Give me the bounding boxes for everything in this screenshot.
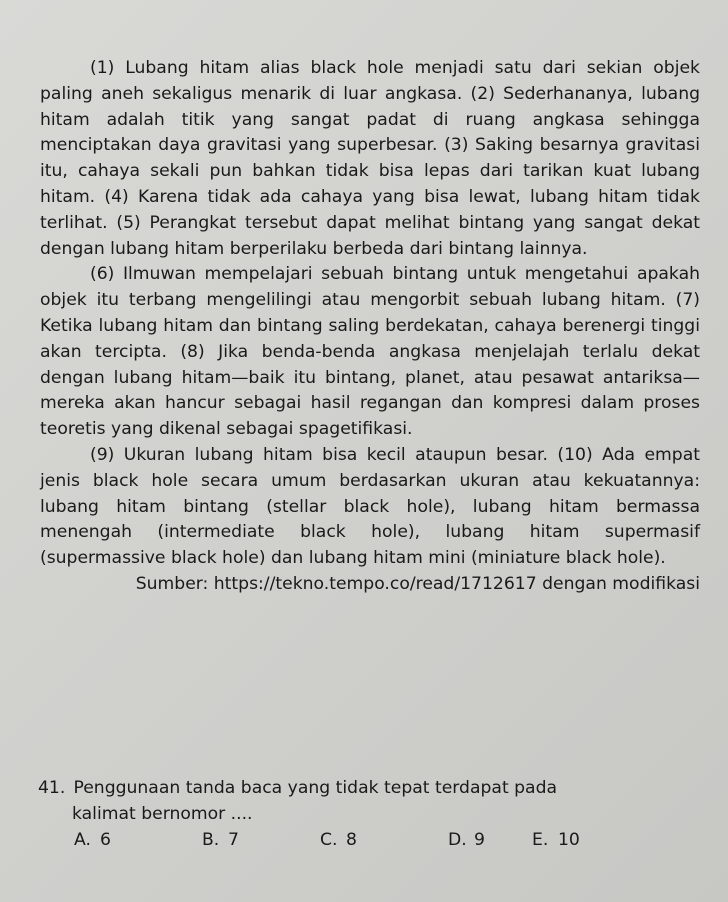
question-line-2: kalimat bernomor .... [72,803,253,824]
question-41 [38,776,678,853]
paragraph-3: (9) Ukuran lubang hitam bisa kecil ataupun besar. (10) Ada empat jenis black hole secara umum berdasarkan ukuran atau kekuatannya: lubang hitam bintang (stellar black hole), lubang hitam bermassa menengah (intermediate black hole), lubang hitam supermasif (supermassive black hole) dan lubang hitam mini (miniature black hole). [40,444,700,569]
answer-options [74,828,678,854]
option-e[interactable] [532,828,612,854]
source-citation: Sumber: https://tekno.tempo.co/read/1712617 dengan modifikasi [135,573,700,594]
option-b[interactable] [202,828,320,854]
option-d[interactable] [448,828,532,854]
option-letter: E. [532,829,549,850]
option-letter: D. [448,829,467,850]
paragraph-1: (1) Lubang hitam alias black hole menjadi satu dari sekian objek paling aneh sekaligus menarik di luar angkasa. (2) Sederhananya, lubang hitam adalah titik yang sangat padat di ruang angkasa sehingga menciptakan daya gravitasi yang superbesar. (3) Saking besarnya gravitasi itu, cahaya sekali pun bahkan tidak bisa lepas dari tarikan kuat lubang hitam. (4) Karena tidak ada cahaya yang bisa lewat, lubang hitam tidak terlihat. (5) Perangkat tersebut dapat melihat bintang yang sangat dekat dengan lubang hitam berperilaku berbeda dari bintang lainnya. [40,58,700,259]
option-letter: A. [74,829,91,850]
option-value: 7 [228,829,239,850]
option-value: 6 [100,829,111,850]
option-value: 8 [346,829,357,850]
question-number: 41. [38,778,66,798]
option-a[interactable] [74,828,202,854]
question-text [38,776,678,802]
passage [40,56,700,598]
option-c[interactable] [320,828,448,854]
option-letter: C. [320,829,338,850]
option-value: 9 [474,829,485,850]
paragraph-2: (6) Ilmuwan mempelajari sebuah bintang untuk mengetahui apakah objek itu terbang mengelilingi atau mengorbit sebuah lubang hitam. (7) Ketika lubang hitam dan bintang saling berdekatan, cahaya berenergi tinggi akan tercipta. (8) Jika benda-benda angkasa menjelajah terlalu dekat dengan lubang hitam—baik itu bintang, planet, atau pesawat antariksa—mereka akan hancur sebagai hasil regangan dan kompresi dalam proses teoretis yang dikenal sebagai spagetifikasi. [40,264,700,440]
option-letter: B. [202,829,220,850]
option-value: 10 [558,829,580,850]
question-line-1: Penggunaan tanda baca yang tidak tepat terdapat pada [73,778,558,798]
